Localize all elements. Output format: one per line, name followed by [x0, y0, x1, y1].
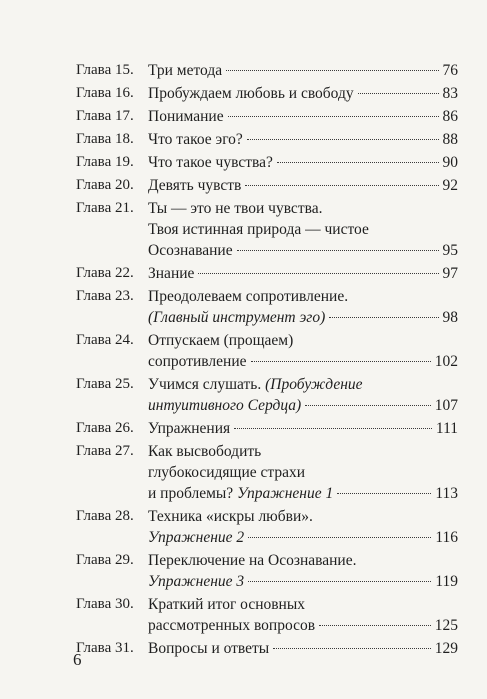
title-text: Что такое эго?: [148, 131, 243, 148]
chapter-label: Глава 21.: [76, 200, 134, 216]
chapter-label: Глава 26.: [76, 420, 134, 436]
dot-leader: [251, 361, 431, 362]
chapter-title: [148, 506, 458, 548]
chapter-title: [148, 60, 458, 81]
toc-entry: [76, 506, 458, 548]
dot-leader: [198, 273, 438, 274]
page-ref[interactable]: 113: [435, 485, 458, 502]
title-text: Твоя истинная природа — чистое: [148, 221, 369, 238]
title-line: [148, 483, 458, 504]
chapter-title: [148, 594, 458, 636]
page-ref[interactable]: 86: [442, 108, 458, 125]
dot-leader: [305, 405, 431, 406]
page-ref[interactable]: 102: [434, 353, 458, 370]
title-text: Отпускаем (прощаем): [148, 332, 294, 349]
title-italic-text: (Главный инструмент эго): [148, 309, 326, 326]
title-line: [148, 506, 458, 527]
page-number: 6: [73, 650, 82, 669]
title-line: [148, 638, 458, 659]
toc-entry: [76, 286, 458, 328]
toc-entry: [76, 418, 458, 439]
dot-leader: [248, 537, 431, 538]
chapter-title: [148, 263, 458, 284]
chapter-title: [148, 83, 458, 104]
title-text: Переключение на Осознавание.: [148, 552, 357, 569]
dot-leader: [358, 93, 439, 94]
dot-leader: [277, 162, 439, 163]
chapter-label: Глава 29.: [76, 552, 134, 568]
toc-entry: [76, 594, 458, 636]
title-line: [148, 441, 458, 462]
dot-leader: [337, 493, 431, 494]
title-line: [148, 615, 458, 636]
title-italic-text: Упражнение 1: [237, 485, 334, 502]
page-ref[interactable]: 125: [434, 617, 458, 634]
title-line: [148, 129, 458, 150]
page-ref[interactable]: 98: [442, 309, 458, 326]
toc-entry: [76, 198, 458, 261]
chapter-label: Глава 22.: [76, 265, 134, 281]
title-line: [148, 83, 458, 104]
title-line: [148, 219, 458, 240]
toc-entry: [76, 374, 458, 416]
dot-leader: [319, 625, 431, 626]
chapter-label: Глава 25.: [76, 376, 134, 392]
chapter-title: [148, 106, 458, 127]
page-ref[interactable]: 97: [442, 265, 458, 282]
title-text: глубокосидящие страхи: [148, 464, 306, 481]
chapter-label: Глава 20.: [76, 177, 134, 193]
chapter-label: Глава 19.: [76, 154, 134, 170]
title-line: [148, 198, 458, 219]
chapter-title: [148, 638, 458, 659]
chapter-title: [148, 330, 458, 372]
title-line: [148, 527, 458, 548]
dot-leader: [273, 648, 431, 649]
title-text: Понимание: [148, 108, 224, 125]
toc-entry: [76, 129, 458, 150]
page-ref[interactable]: 111: [435, 420, 458, 437]
chapter-title: [148, 129, 458, 150]
chapter-title: [148, 152, 458, 173]
title-line: [148, 395, 458, 416]
title-text: Вопросы и ответы: [148, 640, 270, 657]
chapter-title: [148, 418, 458, 439]
chapter-label: Глава 30.: [76, 596, 134, 612]
title-text: Преодолеваем сопротивление.: [148, 288, 349, 305]
toc-entry: [76, 83, 458, 104]
page-ref[interactable]: 88: [442, 131, 458, 148]
title-text: Три метода: [148, 62, 223, 79]
page-ref[interactable]: 107: [434, 397, 458, 414]
title-line: [148, 106, 458, 127]
dot-leader: [247, 139, 439, 140]
title-text: Упражнения: [148, 420, 231, 437]
page-ref[interactable]: 95: [442, 242, 458, 259]
toc-entry: [76, 60, 458, 81]
toc-entry: [76, 152, 458, 173]
title-text: Осознавание: [148, 242, 233, 259]
title-text: Ты — это не твои чувства.: [148, 200, 323, 217]
page-ref[interactable]: 129: [434, 640, 458, 657]
dot-leader: [248, 581, 431, 582]
page-ref[interactable]: 83: [442, 85, 458, 102]
dot-leader: [226, 70, 438, 71]
dot-leader: [237, 250, 439, 251]
dot-leader: [329, 317, 438, 318]
title-line: [148, 351, 458, 372]
page-ref[interactable]: 116: [435, 529, 458, 546]
title-line: [148, 240, 458, 261]
title-italic-text: Упражнение 3: [148, 573, 245, 590]
title-text: Что такое чувства?: [148, 154, 273, 171]
chapter-label: Глава 23.: [76, 288, 134, 304]
title-line: [148, 374, 458, 395]
title-line: [148, 330, 458, 351]
title-line: [148, 550, 458, 571]
title-italic-text: Упражнение 2: [148, 529, 245, 546]
dot-leader: [234, 428, 432, 429]
page-ref[interactable]: 92: [442, 177, 458, 194]
title-line: [148, 263, 458, 284]
chapter-title: [148, 286, 458, 328]
title-text: Краткий итог основных: [148, 596, 306, 613]
toc-entry: [76, 263, 458, 284]
title-text: Пробуждаем любовь и свободу: [148, 85, 354, 102]
page-ref[interactable]: 76: [442, 62, 458, 79]
title-italic-text: (Пробуждение: [265, 376, 363, 393]
title-text: Техника «искры любви».: [148, 508, 313, 525]
toc-entry: [76, 638, 458, 659]
title-line: [148, 307, 458, 328]
toc-entry: [76, 106, 458, 127]
title-line: [148, 571, 458, 592]
title-line: [148, 152, 458, 173]
title-text: Учимся слушать.: [148, 376, 266, 393]
chapter-title: [148, 175, 458, 196]
toc-entry: [76, 441, 458, 504]
title-text: и проблемы?: [148, 485, 238, 502]
chapter-label: Глава 28.: [76, 508, 134, 524]
title-line: [148, 594, 458, 615]
title-line: [148, 286, 458, 307]
chapter-label: Глава 24.: [76, 332, 134, 348]
chapter-title: [148, 550, 458, 592]
title-italic-text: интуитивного Сердца): [148, 397, 302, 414]
dot-leader: [228, 116, 439, 117]
page-ref[interactable]: 119: [435, 573, 458, 590]
chapter-title: [148, 441, 458, 504]
chapter-label: Глава 27.: [76, 443, 134, 459]
toc-entry: [76, 175, 458, 196]
page-ref[interactable]: 90: [442, 154, 458, 171]
title-line: [148, 462, 458, 483]
title-text: Как высвободить: [148, 443, 262, 460]
title-text: Знание: [148, 265, 195, 282]
title-text: сопротивление: [148, 353, 247, 370]
title-line: [148, 60, 458, 81]
chapter-title: [148, 374, 458, 416]
toc-entry: [76, 550, 458, 592]
chapter-label: Глава 18.: [76, 131, 134, 147]
title-text: Девять чувств: [148, 177, 242, 194]
title-line: [148, 175, 458, 196]
chapter-label: Глава 16.: [76, 85, 134, 101]
title-line: [148, 418, 458, 439]
chapter-label: Глава 15.: [76, 62, 134, 78]
table-of-contents: [76, 60, 458, 661]
chapter-title: [148, 198, 458, 261]
title-text: рассмотренных вопросов: [148, 617, 316, 634]
chapter-label: Глава 17.: [76, 108, 134, 124]
dot-leader: [245, 185, 438, 186]
toc-entry: [76, 330, 458, 372]
chapter-label: Глава 31.: [76, 640, 134, 656]
